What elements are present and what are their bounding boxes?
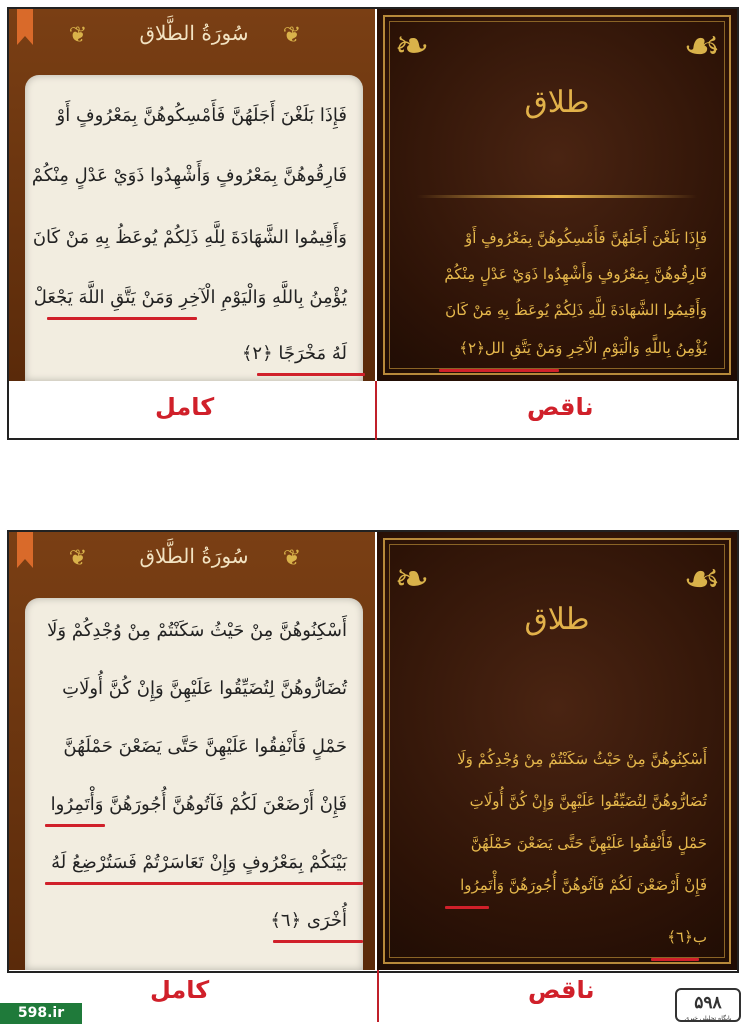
ornament-icon: ❦ — [282, 546, 302, 571]
comparison-1 — [7, 7, 739, 440]
verse-line: فَارِقُوهُنَّ بِمَعْرُوفٍ وَأَشْهِدُوا ذَوَيْ عَدْلٍ مِنْكُمْ — [444, 265, 707, 283]
verse-line: لَهُ مَخْرَجًا ﴿٢﴾ — [241, 343, 347, 364]
red-underline — [651, 958, 699, 961]
screen-title: طلاق — [524, 85, 590, 120]
ornament-icon: ❦ — [282, 23, 302, 48]
screen-title: طلاق — [524, 602, 590, 637]
watermark-subtitle: پایگاه تحلیلی خبری — [684, 1015, 732, 1022]
red-underline — [273, 940, 363, 943]
verse-line: فَارِقُوهُنَّ بِمَعْرُوفٍ وَأَشْهِدُوا ذَوَيْ عَدْلٍ مِنْكُمْ — [31, 165, 347, 186]
complete-screen-1 — [9, 9, 375, 381]
verse-line: وَأَقِيمُوا الشَّهَادَةَ لِلَّهِ ذَلِكُمْ يُوعَظُ بِهِ مَنْ كَانَ — [445, 301, 707, 319]
verse-line: يُؤْمِنُ بِاللَّهِ وَالْيَوْمِ الْآخِرِ وَمَنْ يَتَّقِ الل﴿٢﴾ — [459, 339, 707, 357]
site-logo[interactable]: 598.ir — [0, 1003, 82, 1024]
verse-page — [25, 598, 363, 970]
verse-page — [25, 75, 363, 381]
verse-line: حَمْلٍ فَأَنْفِقُوا عَلَيْهِنَّ حَتَّى يَضَعْنَ حَمْلَهُنَّ — [470, 834, 707, 852]
verse-line: أَسْكِنُوهُنَّ مِنْ حَيْثُ سَكَنْتُمْ مِنْ وُجْدِكُمْ وَلَا — [47, 620, 347, 641]
verse-line: أُخْرَى ﴿٦﴾ — [270, 910, 347, 931]
incomplete-screen-2 — [377, 532, 737, 970]
surah-title: سُورَةُ الطَّلاق — [139, 544, 249, 568]
ornament-icon: ❦ — [68, 23, 88, 48]
label-incomplete: ناقص — [528, 976, 595, 1004]
gold-divider — [417, 195, 697, 198]
divider-line — [375, 381, 377, 440]
complete-screen-2 — [9, 532, 375, 970]
verse-line: فَإِنْ أَرْضَعْنَ لَكُمْ فَآتُوهُنَّ أُجُورَهُنَّ وَأْتَمِرُوا — [50, 794, 347, 815]
verse-line: بَيْنَكُمْ بِمَعْرُوفٍ وَإِنْ تَعَاسَرْتُمْ فَسَتُرْضِعُ لَهُ — [51, 852, 347, 873]
red-underline — [445, 906, 489, 909]
verse-line: فَإِذَا بَلَغْنَ أَجَلَهُنَّ فَأَمْسِكُوهُنَّ بِمَعْرُوفٍ أَوْ — [464, 229, 707, 247]
verse-line: أَسْكِنُوهُنَّ مِنْ حَيْثُ سَكَنْتُمْ مِنْ وُجْدِكُمْ وَلَا — [457, 750, 707, 768]
verse-line: فَإِذَا بَلَغْنَ أَجَلَهُنَّ فَأَمْسِكُوهُنَّ بِمَعْرُوفٍ أَوْ — [56, 105, 347, 126]
ornament-icon: ❦ — [68, 546, 88, 571]
label-incomplete: ناقص — [527, 393, 594, 421]
watermark-text: ۵۹۸ — [694, 993, 722, 1013]
red-underline — [47, 317, 197, 320]
verse-line: تُضَارُّوهُنَّ لِتُضَيِّقُوا عَلَيْهِنَّ وَإِنْ كُنَّ أُولَاتِ — [469, 792, 707, 810]
corner-ornament-icon: ❧ — [394, 21, 430, 70]
label-complete: کامل — [155, 393, 215, 421]
red-underline — [45, 882, 363, 885]
incomplete-screen-1 — [377, 9, 737, 381]
corner-ornament-icon: ☙ — [683, 21, 721, 70]
verse-line: حَمْلٍ فَأَنْفِقُوا عَلَيْهِنَّ حَتَّى يَضَعْنَ حَمْلَهُنَّ — [63, 736, 347, 757]
red-underline — [45, 824, 105, 827]
red-underline — [257, 373, 365, 376]
watermark-logo — [675, 988, 741, 1022]
verse-line: ب﴿٦﴾ — [667, 928, 707, 946]
verse-line: تُضَارُّوهُنَّ لِتُضَيِّقُوا عَلَيْهِنَّ وَإِنْ كُنَّ أُولَاتِ — [62, 678, 347, 699]
comparison-2 — [7, 530, 739, 973]
verse-line: يُؤْمِنُ بِاللَّهِ وَالْيَوْمِ الْآخِرِ وَمَنْ يَتَّقِ اللَّهَ يَجْعَلْ — [33, 287, 347, 308]
surah-title: سُورَةُ الطَّلاق — [139, 21, 249, 45]
verse-line: فَإِنْ أَرْضَعْنَ لَكُمْ فَآتُوهُنَّ أُجُورَهُنَّ وَأْتَمِرُوا — [460, 876, 707, 894]
corner-ornament-icon: ❧ — [394, 554, 430, 603]
corner-ornament-icon: ☙ — [683, 554, 721, 603]
label-complete: کامل — [150, 976, 210, 1004]
divider-line — [377, 970, 379, 1022]
verse-line: وَأَقِيمُوا الشَّهَادَةَ لِلَّهِ ذَلِكُمْ يُوعَظُ بِهِ مَنْ كَانَ — [32, 227, 347, 248]
red-underline — [439, 369, 559, 372]
